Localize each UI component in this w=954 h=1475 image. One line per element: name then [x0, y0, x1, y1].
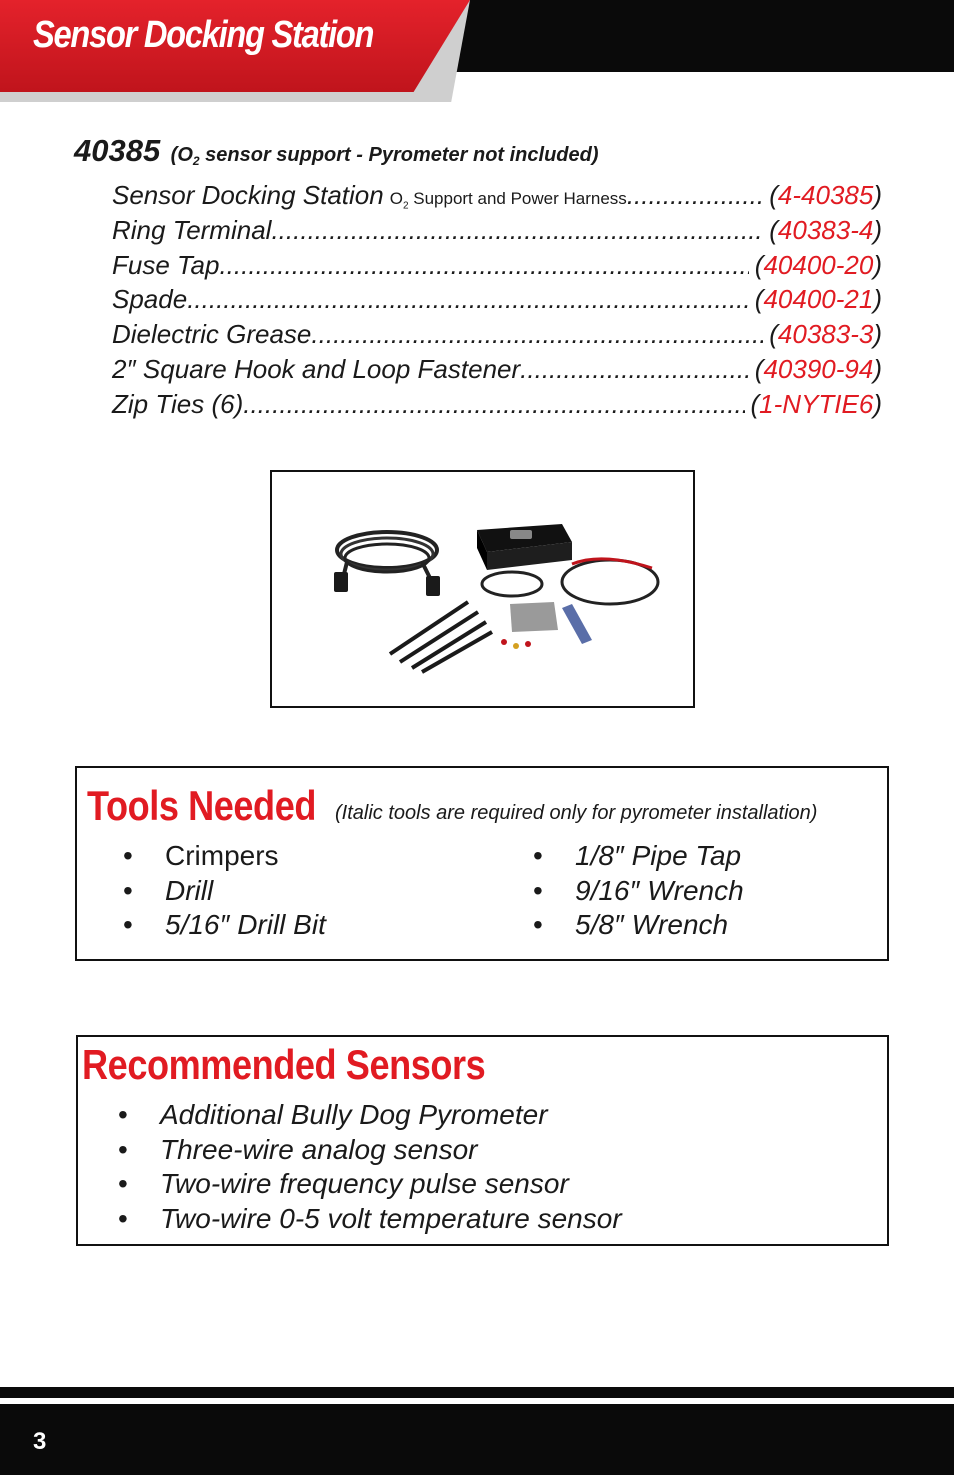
- tool-item: • Crimpers: [123, 840, 326, 875]
- page-title: Sensor Docking Station: [33, 14, 374, 56]
- dot-leader: [219, 250, 748, 281]
- tools-needed-box: [75, 766, 889, 961]
- dot-leader: [627, 180, 763, 211]
- part-code: (40400-21): [754, 284, 882, 315]
- product-photo: [270, 470, 695, 708]
- sensor-item: • Two-wire 0-5 volt temperature sensor: [118, 1203, 622, 1238]
- part-description: ($O_2$ sensor support - Pyrometer not included): [170, 144, 599, 168]
- part-row: [112, 180, 882, 215]
- recommended-sensors-box: [76, 1035, 889, 1246]
- tools-list-left: [123, 840, 326, 944]
- part-note: $O_2$ Support and Power Harness: [389, 189, 627, 212]
- part-name: 2″ Square Hook and Loop Fastener: [112, 353, 521, 384]
- part-heading: [74, 133, 599, 169]
- part-row: [112, 319, 882, 354]
- dot-leader: [311, 319, 763, 350]
- tool-item: • 9/16″ Wrench: [533, 875, 744, 910]
- part-name: Spade: [112, 284, 188, 315]
- dot-leader: [243, 389, 744, 420]
- part-name: Ring Terminal: [112, 214, 272, 245]
- sensor-kit-illustration: [272, 472, 693, 706]
- part-row: [112, 215, 882, 250]
- tool-item: • Drill: [123, 875, 326, 910]
- part-code: (4-40385): [769, 180, 882, 210]
- sensor-item: • Two-wire frequency pulse sensor: [118, 1168, 622, 1203]
- part-row: [112, 284, 882, 319]
- dot-leader: [187, 284, 749, 315]
- tool-item: • 5/8″ Wrench: [533, 909, 744, 944]
- part-name: Sensor Docking Station: [112, 180, 384, 210]
- part-name: Fuse Tap: [112, 249, 220, 280]
- part-name: Dielectric Grease: [112, 319, 312, 350]
- part-code: (40400-20): [754, 249, 882, 280]
- part-row: [112, 250, 882, 285]
- tools-list-right: [533, 840, 744, 944]
- part-name: Zip Ties (6): [112, 388, 244, 419]
- dot-leader: [520, 354, 749, 385]
- sensors-list: [118, 1099, 622, 1237]
- sensor-item: • Three-wire analog sensor: [118, 1134, 622, 1169]
- part-code: (40390-94): [754, 353, 882, 384]
- recommended-sensors-title: Recommended Sensors: [82, 1041, 486, 1088]
- dot-leader: [271, 215, 763, 246]
- tool-item: • 5/16″ Drill Bit: [123, 909, 326, 944]
- sensor-item: • Additional Bully Dog Pyrometer: [118, 1099, 622, 1134]
- part-row: [112, 389, 882, 424]
- footer-rule: [0, 1387, 954, 1398]
- part-code: (40383-4): [769, 214, 882, 245]
- parts-list: [112, 180, 882, 424]
- tools-needed-note: (Italic tools are required only for pyrometer installation): [335, 802, 818, 824]
- page-number: 3: [33, 1428, 47, 1455]
- part-number: 40385: [74, 133, 161, 168]
- tools-needed-title: Tools Needed: [87, 782, 316, 829]
- part-row: [112, 354, 882, 389]
- footer-bar: [0, 1404, 954, 1475]
- part-code: (1-NYTIE6): [750, 388, 882, 419]
- part-code: (40383-3): [769, 319, 882, 350]
- tool-item: • 1/8″ Pipe Tap: [533, 840, 744, 875]
